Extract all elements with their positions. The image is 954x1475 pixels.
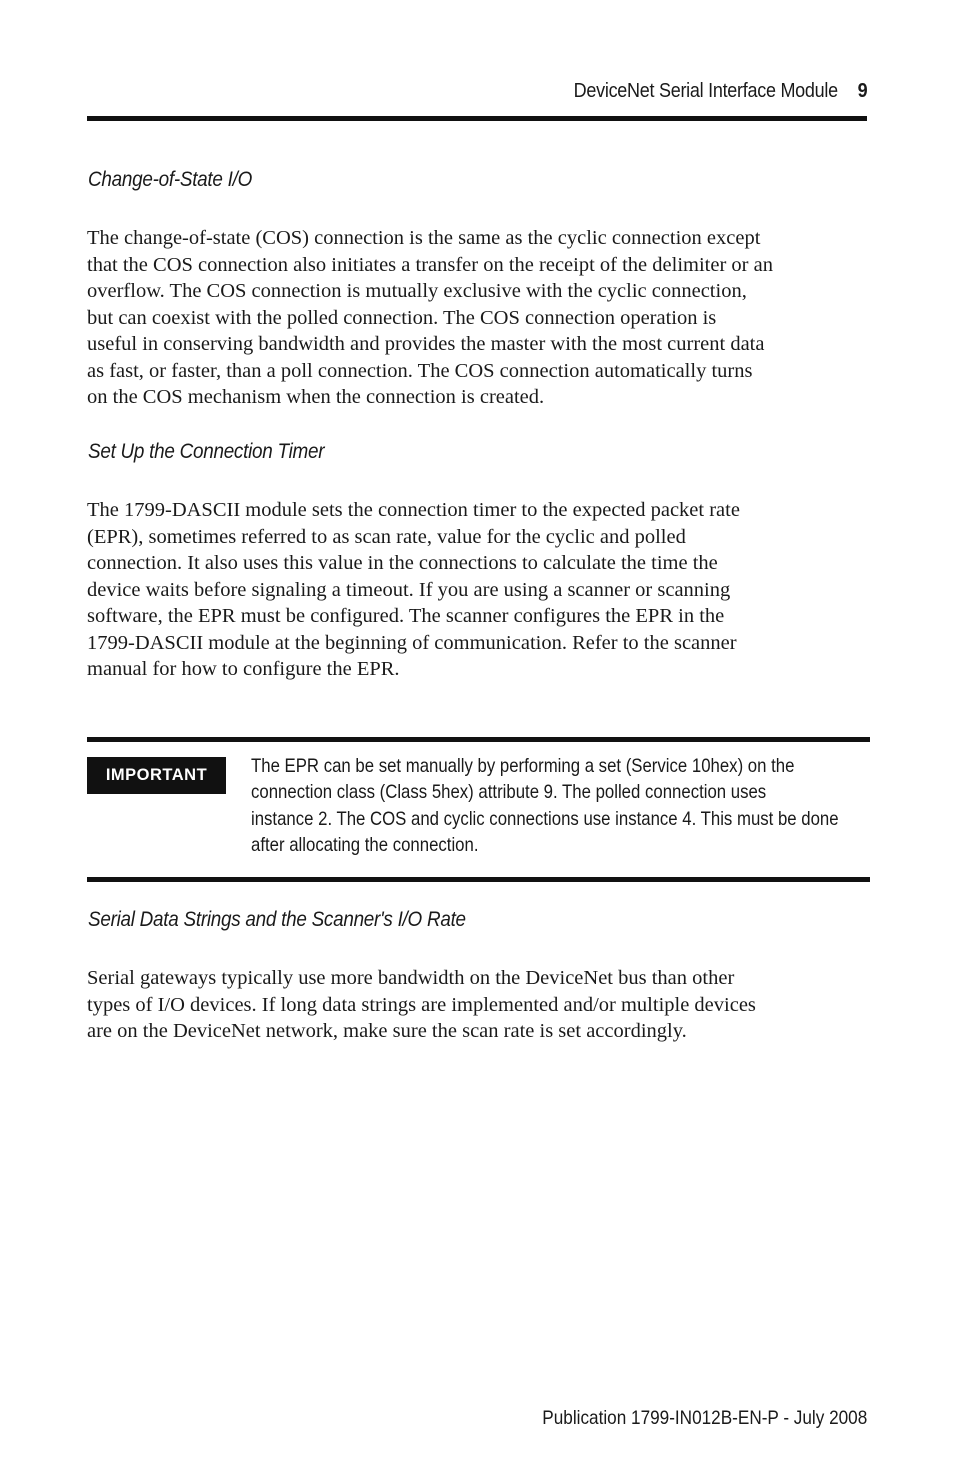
section-heading-serial: Serial Data Strings and the Scanner's I/O Rate	[88, 908, 466, 931]
body-line: overflow. The COS connection is mutually exclusive with the cyclic connection,	[87, 280, 747, 302]
body-line: types of I/O devices. If long data strings are implemented and/or multiple devices	[87, 993, 756, 1016]
important-line: connection class (Class 5hex) attribute 9. The polled connection uses	[251, 781, 767, 804]
section-heading-cos: Change-of-State I/O	[88, 168, 253, 191]
section-body-serial	[87, 965, 867, 1045]
body-line: Serial gateways typically use more bandwidth on the DeviceNet bus than other	[87, 967, 735, 989]
section-body-timer	[87, 497, 867, 683]
body-line: 1799-DASCII module at the beginning of communication. Refer to the scanner	[87, 631, 737, 654]
body-line: device waits before signaling a timeout. If you are using a scanner or scanning	[87, 578, 731, 601]
page-number: 9	[857, 80, 867, 102]
body-line: are on the DeviceNet network, make sure the scan rate is set accordingly.	[87, 1020, 687, 1042]
body-line: manual for how to configure the EPR.	[87, 658, 400, 680]
important-bottom-rule	[87, 877, 870, 882]
header-rule	[87, 116, 867, 121]
running-header	[573, 80, 867, 103]
important-text	[251, 753, 934, 858]
body-line: The 1799-DASCII module sets the connection timer to the expected packet rate	[87, 499, 740, 521]
section-body-cos	[87, 225, 867, 411]
body-line: as fast, or faster, than a poll connection. The COS connection automatically turns	[87, 359, 753, 382]
body-line: that the COS connection also initiates a transfer on the receipt of the delimiter or an	[87, 253, 773, 276]
body-line: useful in conserving bandwidth and provides the master with the most current data	[87, 333, 765, 355]
important-line: after allocating the connection.	[251, 833, 479, 856]
body-line: (EPR), sometimes referred to as scan rate, value for the cyclic and polled	[87, 525, 686, 548]
body-line: The change-of-state (COS) connection is the same as the cyclic connection except	[87, 227, 761, 249]
important-top-rule	[87, 737, 870, 742]
important-line: instance 2. The COS and cyclic connections use instance 4. This must be done	[251, 807, 839, 830]
section-heading-timer: Set Up the Connection Timer	[88, 440, 325, 463]
publication-footer: Publication 1799-IN012B-EN-P - July 2008	[542, 1407, 867, 1429]
important-badge: IMPORTANT	[87, 757, 226, 794]
body-line: connection. It also uses this value in the connections to calculate the time the	[87, 552, 718, 574]
running-title: DeviceNet Serial Interface Module	[573, 80, 838, 102]
body-line: software, the EPR must be configured. The scanner configures the EPR in the	[87, 605, 725, 627]
body-line: but can coexist with the polled connection. The COS connection operation is	[87, 306, 717, 329]
body-line: on the COS mechanism when the connection is created.	[87, 386, 545, 408]
important-line: The EPR can be set manually by performing a set (Service 10hex) on the	[251, 755, 795, 777]
